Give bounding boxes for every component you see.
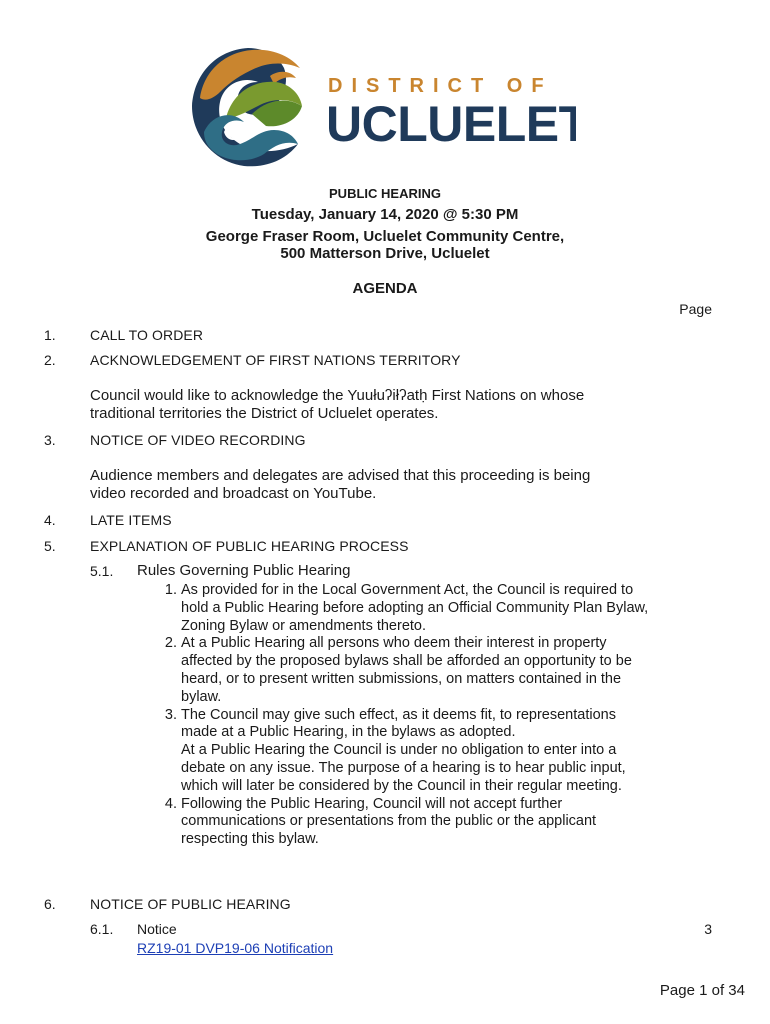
item-body-line: traditional territories the District of Ucluelet operates. <box>90 405 439 422</box>
list-item: 4. Following the Public Hearing, Council will not accept further communications or presentations from the public or the applicant respecting this bylaw. <box>181 796 651 849</box>
list-item: 1. As provided for in the Local Government Act, the Council is required to hold a Public Hearing before adopting an Official Community Plan Bylaw, Zoning Bylaw or amendments thereto. <box>181 582 651 635</box>
sub-item-number: 5.1. <box>90 563 114 579</box>
sub-item-number: 6.1. <box>90 921 114 937</box>
item-body-line: Audience members and delegates are advised that this proceeding is being <box>90 467 591 484</box>
ucluelet-emblem-icon <box>186 44 576 170</box>
page-column-label: Page <box>679 301 712 317</box>
item-title: NOTICE OF PUBLIC HEARING <box>90 896 291 912</box>
sub-item-title: Rules Governing Public Hearing <box>137 562 351 579</box>
item-number: 5. <box>44 538 56 554</box>
sub-item-title: Notice <box>137 921 177 937</box>
svg-text:DISTRICT OF: DISTRICT OF <box>328 75 553 97</box>
svg-text:UCLUELET: UCLUELET <box>326 96 576 152</box>
item-number: 4. <box>44 512 56 528</box>
page-indicator: Page 1 of 34 <box>659 982 745 999</box>
item-body-line: video recorded and broadcast on YouTube. <box>90 485 377 502</box>
item-title: LATE ITEMS <box>90 512 172 528</box>
rule-extra-text: At a Public Hearing the Council is under no obligation to enter into a debate on any issue. The purpose of a hearing is to hear public input, which will later be considered by the Council in their regular meeting. <box>181 742 626 794</box>
item-number: 6. <box>44 896 56 912</box>
meeting-datetime: Tuesday, January 14, 2020 @ 5:30 PM <box>251 206 519 223</box>
meeting-address: 500 Matterson Drive, Ucluelet <box>280 245 490 262</box>
list-item <box>181 707 651 796</box>
item-number: 1. <box>44 327 56 343</box>
item-number: 3. <box>44 432 56 448</box>
rules-list <box>158 582 651 849</box>
item-title: NOTICE OF VIDEO RECORDING <box>90 432 306 448</box>
item-body-line: Council would like to acknowledge the Yuułuʔiłʔatḥ First Nations on whose <box>90 387 585 404</box>
item-title: EXPLANATION OF PUBLIC HEARING PROCESS <box>90 538 409 554</box>
item-title: ACKNOWLEDGEMENT OF FIRST NATIONS TERRITORY <box>90 352 461 368</box>
list-item: 2. At a Public Hearing all persons who deem their interest in property affected by the proposed bylaws shall be afforded an opportunity to be heard, or to present written submissions, on matters contained in the bylaw. <box>181 635 651 706</box>
meeting-type: PUBLIC HEARING <box>329 186 441 201</box>
notification-link[interactable]: RZ19-01 DVP19-06 Notification <box>137 940 334 956</box>
item-title: CALL TO ORDER <box>90 327 204 343</box>
item-number: 2. <box>44 352 56 368</box>
district-logo <box>186 44 576 170</box>
page-number: 3 <box>704 921 712 937</box>
agenda-title: AGENDA <box>352 280 418 297</box>
rule-text: 3. The Council may give such effect, as it deems fit, to representations made at a Public Hearing, in the bylaws as adopted. <box>181 706 616 741</box>
meeting-venue: George Fraser Room, Ucluelet Community Centre, <box>205 228 565 245</box>
